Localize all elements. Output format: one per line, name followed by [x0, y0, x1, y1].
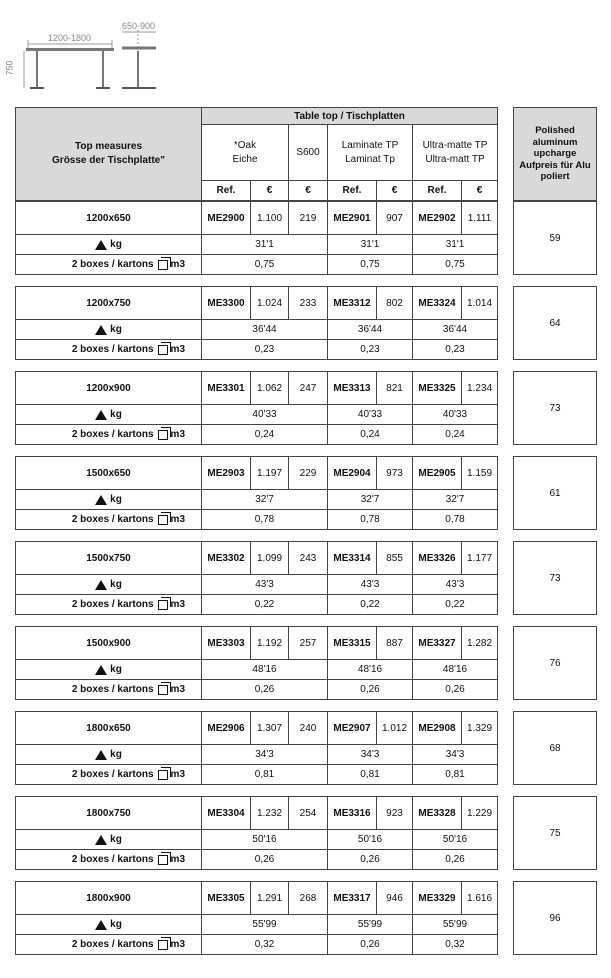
- polished-en: Polished aluminum upcharge: [532, 125, 578, 160]
- weight-oak-cell: 55'99: [201, 914, 328, 935]
- oak-ref-cell: ME3303: [201, 626, 251, 660]
- weight-oak-cell: 43'3: [201, 574, 328, 595]
- weight-label-cell: [15, 234, 202, 255]
- boxes-label: 2 boxes / kartons: [71, 854, 154, 865]
- table-top-header: Table top / Tischplatten: [201, 107, 498, 125]
- top-measures-header: [15, 107, 202, 201]
- laminate-label-de: Laminat Tp: [345, 153, 395, 165]
- boxes-label: 2 boxes / kartons: [71, 344, 154, 355]
- boxes-label: 2 boxes / kartons: [71, 514, 154, 525]
- boxes-label: 2 boxes / kartons: [71, 259, 154, 270]
- box-icon: [158, 770, 168, 780]
- volume-ult-cell: 0,78: [412, 509, 498, 530]
- kg-label: kg: [110, 409, 122, 420]
- polished-price-cell: 59: [513, 201, 597, 275]
- size-block: [15, 201, 498, 275]
- volume-ult-cell: 0,22: [412, 594, 498, 615]
- volume-label-cell: [15, 509, 202, 530]
- weight-label-cell: [15, 489, 202, 510]
- height-label: 750: [4, 60, 15, 76]
- lam-ref-cell: ME3316: [327, 796, 377, 830]
- volume-ult-cell: 0,32: [412, 934, 498, 955]
- laminate-label: Laminate TP: [341, 139, 399, 151]
- weight-oak-cell: 50'16: [201, 829, 328, 850]
- lam-price-cell: 907: [376, 201, 413, 235]
- lam-price-cell: 855: [376, 541, 413, 575]
- weight-lam-cell: 34'3: [327, 744, 413, 765]
- size-cell: 1500x650: [15, 456, 202, 490]
- s600-price-cell: 268: [288, 881, 328, 915]
- volume-ult-cell: 0,26: [412, 849, 498, 870]
- s600-price-cell: 254: [288, 796, 328, 830]
- s600-price-cell: 240: [288, 711, 328, 745]
- width-range-label: 1200-1800: [48, 33, 92, 43]
- weight-oak-cell: 40'33: [201, 404, 328, 425]
- volume-label-cell: [15, 679, 202, 700]
- ult-ref-cell: ME2905: [412, 456, 462, 490]
- weight-label-cell: [15, 404, 202, 425]
- lam-price-cell: 923: [376, 796, 413, 830]
- polished-price-cell: 73: [513, 541, 597, 615]
- weight-label-cell: [15, 574, 202, 595]
- weight-icon: [95, 750, 107, 760]
- ult-price-cell: 1.282: [461, 626, 498, 660]
- volume-oak-cell: 0,75: [201, 254, 328, 275]
- ult-ref-cell: ME3329: [412, 881, 462, 915]
- top-measures-en: Top measures: [74, 141, 143, 152]
- weight-label-cell: [15, 829, 202, 850]
- oak-price-cell: 1.062: [250, 371, 289, 405]
- kg-label: kg: [110, 664, 122, 675]
- size-cell: 1200x750: [15, 286, 202, 320]
- s600-header: S600: [288, 124, 328, 181]
- polished-header: [513, 107, 597, 201]
- top-measures-de: Grösse der Tischplatte": [52, 155, 165, 166]
- weight-ult-cell: 55'99: [412, 914, 498, 935]
- box-icon: [158, 515, 168, 525]
- box-icon: [158, 940, 168, 950]
- weight-icon: [95, 835, 107, 845]
- ult-price-cell: 1.229: [461, 796, 498, 830]
- oak-ref-header: Ref.: [201, 180, 251, 201]
- kg-label: kg: [110, 749, 122, 760]
- oak-ref-cell: ME2906: [201, 711, 251, 745]
- oak-price-cell: 1.307: [250, 711, 289, 745]
- oak-price-cell: 1.099: [250, 541, 289, 575]
- ult-ref-header: Ref.: [412, 180, 462, 201]
- s600-price-cell: 233: [288, 286, 328, 320]
- m3-label: m3: [170, 344, 185, 355]
- lam-price-cell: 887: [376, 626, 413, 660]
- size-block: [15, 881, 498, 955]
- size-block: [15, 711, 498, 785]
- polished-price-cell: 73: [513, 371, 597, 445]
- weight-ult-cell: 34'3: [412, 744, 498, 765]
- lam-ref-cell: ME2907: [327, 711, 377, 745]
- oak-price-cell: 1.192: [250, 626, 289, 660]
- lam-price-cell: 973: [376, 456, 413, 490]
- weight-ult-cell: 31'1: [412, 234, 498, 255]
- volume-ult-cell: 0,24: [412, 424, 498, 445]
- weight-label-cell: [15, 914, 202, 935]
- size-cell: 1800x750: [15, 796, 202, 830]
- volume-label-cell: [15, 934, 202, 955]
- volume-oak-cell: 0,23: [201, 339, 328, 360]
- volume-oak-cell: 0,26: [201, 679, 328, 700]
- oak-price-cell: 1.232: [250, 796, 289, 830]
- box-icon: [158, 855, 168, 865]
- size-cell: 1800x650: [15, 711, 202, 745]
- size-block: [15, 541, 498, 615]
- volume-label-cell: [15, 594, 202, 615]
- volume-lam-cell: 0,81: [327, 764, 413, 785]
- boxes-label: 2 boxes / kartons: [71, 429, 154, 440]
- oak-ref-cell: ME2900: [201, 201, 251, 235]
- lam-ref-cell: ME3315: [327, 626, 377, 660]
- oak-label-de: Eiche: [232, 153, 258, 165]
- ult-ref-cell: ME3328: [412, 796, 462, 830]
- ult-price-cell: 1.177: [461, 541, 498, 575]
- kg-label: kg: [110, 494, 122, 505]
- weight-oak-cell: 32'7: [201, 489, 328, 510]
- ult-ref-cell: ME2902: [412, 201, 462, 235]
- weight-lam-cell: 50'16: [327, 829, 413, 850]
- lam-price-cell: 946: [376, 881, 413, 915]
- volume-ult-cell: 0,81: [412, 764, 498, 785]
- lam-ref-cell: ME3317: [327, 881, 377, 915]
- polished-de: Aufpreis für Alu poliert: [519, 159, 591, 183]
- size-cell: 1200x900: [15, 371, 202, 405]
- oak-ref-cell: ME3304: [201, 796, 251, 830]
- weight-icon: [95, 240, 107, 250]
- size-block: [15, 626, 498, 700]
- size-cell: 1500x900: [15, 626, 202, 660]
- size-cell: 1200x650: [15, 201, 202, 235]
- ult-ref-cell: ME3324: [412, 286, 462, 320]
- volume-lam-cell: 0,26: [327, 849, 413, 870]
- weight-ult-cell: 50'16: [412, 829, 498, 850]
- table-header: [15, 107, 498, 201]
- lam-price-cell: 1.012: [376, 711, 413, 745]
- polished-price-cell: 96: [513, 881, 597, 955]
- m3-label: m3: [170, 684, 185, 695]
- volume-label-cell: [15, 254, 202, 275]
- oak-ref-cell: ME3305: [201, 881, 251, 915]
- kg-label: kg: [110, 579, 122, 590]
- polished-price-cell: 75: [513, 796, 597, 870]
- table-drawing: [4, 18, 170, 93]
- box-icon: [158, 260, 168, 270]
- size-block: [15, 796, 498, 870]
- volume-oak-cell: 0,32: [201, 934, 328, 955]
- ultra-label-de: Ultra-matt TP: [425, 153, 485, 165]
- ult-ref-cell: ME2908: [412, 711, 462, 745]
- weight-ult-cell: 40'33: [412, 404, 498, 425]
- weight-oak-cell: 34'3: [201, 744, 328, 765]
- volume-ult-cell: 0,23: [412, 339, 498, 360]
- ult-price-cell: 1.616: [461, 881, 498, 915]
- ult-price-cell: 1.329: [461, 711, 498, 745]
- volume-lam-cell: 0,24: [327, 424, 413, 445]
- weight-icon: [95, 325, 107, 335]
- size-block: [15, 456, 498, 530]
- volume-lam-cell: 0,75: [327, 254, 413, 275]
- ultra-header: [412, 124, 498, 181]
- ult-eur-header: €: [461, 180, 498, 201]
- volume-ult-cell: 0,75: [412, 254, 498, 275]
- boxes-label: 2 boxes / kartons: [71, 599, 154, 610]
- volume-label-cell: [15, 849, 202, 870]
- volume-label-cell: [15, 424, 202, 445]
- lam-ref-cell: ME3313: [327, 371, 377, 405]
- m3-label: m3: [170, 514, 185, 525]
- ult-ref-cell: ME3327: [412, 626, 462, 660]
- volume-oak-cell: 0,81: [201, 764, 328, 785]
- weight-ult-cell: 43'3: [412, 574, 498, 595]
- ultra-label: Ultra-matte TP: [422, 139, 488, 151]
- lam-eur-header: €: [376, 180, 413, 201]
- lam-ref-header: Ref.: [327, 180, 377, 201]
- weight-oak-cell: 31'1: [201, 234, 328, 255]
- weight-icon: [95, 920, 107, 930]
- weight-ult-cell: 32'7: [412, 489, 498, 510]
- oak-ref-cell: ME3300: [201, 286, 251, 320]
- weight-ult-cell: 36'44: [412, 319, 498, 340]
- kg-label: kg: [110, 239, 122, 250]
- kg-label: kg: [110, 919, 122, 930]
- box-icon: [158, 430, 168, 440]
- s600-price-cell: 247: [288, 371, 328, 405]
- oak-label: *Oak: [233, 139, 257, 151]
- volume-lam-cell: 0,22: [327, 594, 413, 615]
- oak-price-cell: 1.197: [250, 456, 289, 490]
- kg-label: kg: [110, 324, 122, 335]
- s600-price-cell: 257: [288, 626, 328, 660]
- oak-price-cell: 1.100: [250, 201, 289, 235]
- box-icon: [158, 685, 168, 695]
- size-block: [15, 371, 498, 445]
- lam-price-cell: 821: [376, 371, 413, 405]
- size-cell: 1500x750: [15, 541, 202, 575]
- oak-ref-cell: ME3301: [201, 371, 251, 405]
- laminate-header: [327, 124, 413, 181]
- volume-label-cell: [15, 339, 202, 360]
- weight-lam-cell: 32'7: [327, 489, 413, 510]
- boxes-label: 2 boxes / kartons: [71, 769, 154, 780]
- oak-price-cell: 1.291: [250, 881, 289, 915]
- kg-label: kg: [110, 834, 122, 845]
- volume-oak-cell: 0,24: [201, 424, 328, 445]
- ult-price-cell: 1.234: [461, 371, 498, 405]
- weight-ult-cell: 48'16: [412, 659, 498, 680]
- polished-price-cell: 68: [513, 711, 597, 785]
- size-cell: 1800x900: [15, 881, 202, 915]
- weight-oak-cell: 36'44: [201, 319, 328, 340]
- m3-label: m3: [170, 259, 185, 270]
- volume-oak-cell: 0,22: [201, 594, 328, 615]
- weight-lam-cell: 31'1: [327, 234, 413, 255]
- s600-price-cell: 243: [288, 541, 328, 575]
- oak-header: [201, 124, 289, 181]
- volume-oak-cell: 0,78: [201, 509, 328, 530]
- boxes-label: 2 boxes / kartons: [71, 939, 154, 950]
- weight-label-cell: [15, 744, 202, 765]
- m3-label: m3: [170, 769, 185, 780]
- volume-lam-cell: 0,26: [327, 934, 413, 955]
- weight-label-cell: [15, 659, 202, 680]
- m3-label: m3: [170, 599, 185, 610]
- depth-range-label: 650-900: [122, 21, 156, 31]
- ult-price-cell: 1.014: [461, 286, 498, 320]
- weight-icon: [95, 665, 107, 675]
- m3-label: m3: [170, 854, 185, 865]
- boxes-label: 2 boxes / kartons: [71, 684, 154, 695]
- box-icon: [158, 600, 168, 610]
- box-icon: [158, 345, 168, 355]
- s600-eur-header: €: [288, 180, 328, 201]
- m3-label: m3: [170, 429, 185, 440]
- polished-price-cell: 64: [513, 286, 597, 360]
- lam-ref-cell: ME3312: [327, 286, 377, 320]
- size-block: [15, 286, 498, 360]
- weight-lam-cell: 43'3: [327, 574, 413, 595]
- volume-ult-cell: 0,26: [412, 679, 498, 700]
- weight-icon: [95, 410, 107, 420]
- volume-oak-cell: 0,26: [201, 849, 328, 870]
- m3-label: m3: [170, 939, 185, 950]
- weight-lam-cell: 40'33: [327, 404, 413, 425]
- ult-price-cell: 1.111: [461, 201, 498, 235]
- weight-icon: [95, 495, 107, 505]
- oak-ref-cell: ME2903: [201, 456, 251, 490]
- volume-label-cell: [15, 764, 202, 785]
- polished-price-cell: 61: [513, 456, 597, 530]
- polished-price-cell: 76: [513, 626, 597, 700]
- volume-lam-cell: 0,26: [327, 679, 413, 700]
- oak-ref-cell: ME3302: [201, 541, 251, 575]
- weight-lam-cell: 55'99: [327, 914, 413, 935]
- volume-lam-cell: 0,23: [327, 339, 413, 360]
- ult-ref-cell: ME3325: [412, 371, 462, 405]
- weight-oak-cell: 48'16: [201, 659, 328, 680]
- lam-ref-cell: ME2904: [327, 456, 377, 490]
- oak-price-cell: 1.024: [250, 286, 289, 320]
- weight-lam-cell: 36'44: [327, 319, 413, 340]
- lam-price-cell: 802: [376, 286, 413, 320]
- lam-ref-cell: ME2901: [327, 201, 377, 235]
- s600-price-cell: 219: [288, 201, 328, 235]
- ult-ref-cell: ME3326: [412, 541, 462, 575]
- volume-lam-cell: 0,78: [327, 509, 413, 530]
- s600-price-cell: 229: [288, 456, 328, 490]
- ult-price-cell: 1.159: [461, 456, 498, 490]
- weight-lam-cell: 48'16: [327, 659, 413, 680]
- weight-label-cell: [15, 319, 202, 340]
- oak-eur-header: €: [250, 180, 289, 201]
- weight-icon: [95, 580, 107, 590]
- lam-ref-cell: ME3314: [327, 541, 377, 575]
